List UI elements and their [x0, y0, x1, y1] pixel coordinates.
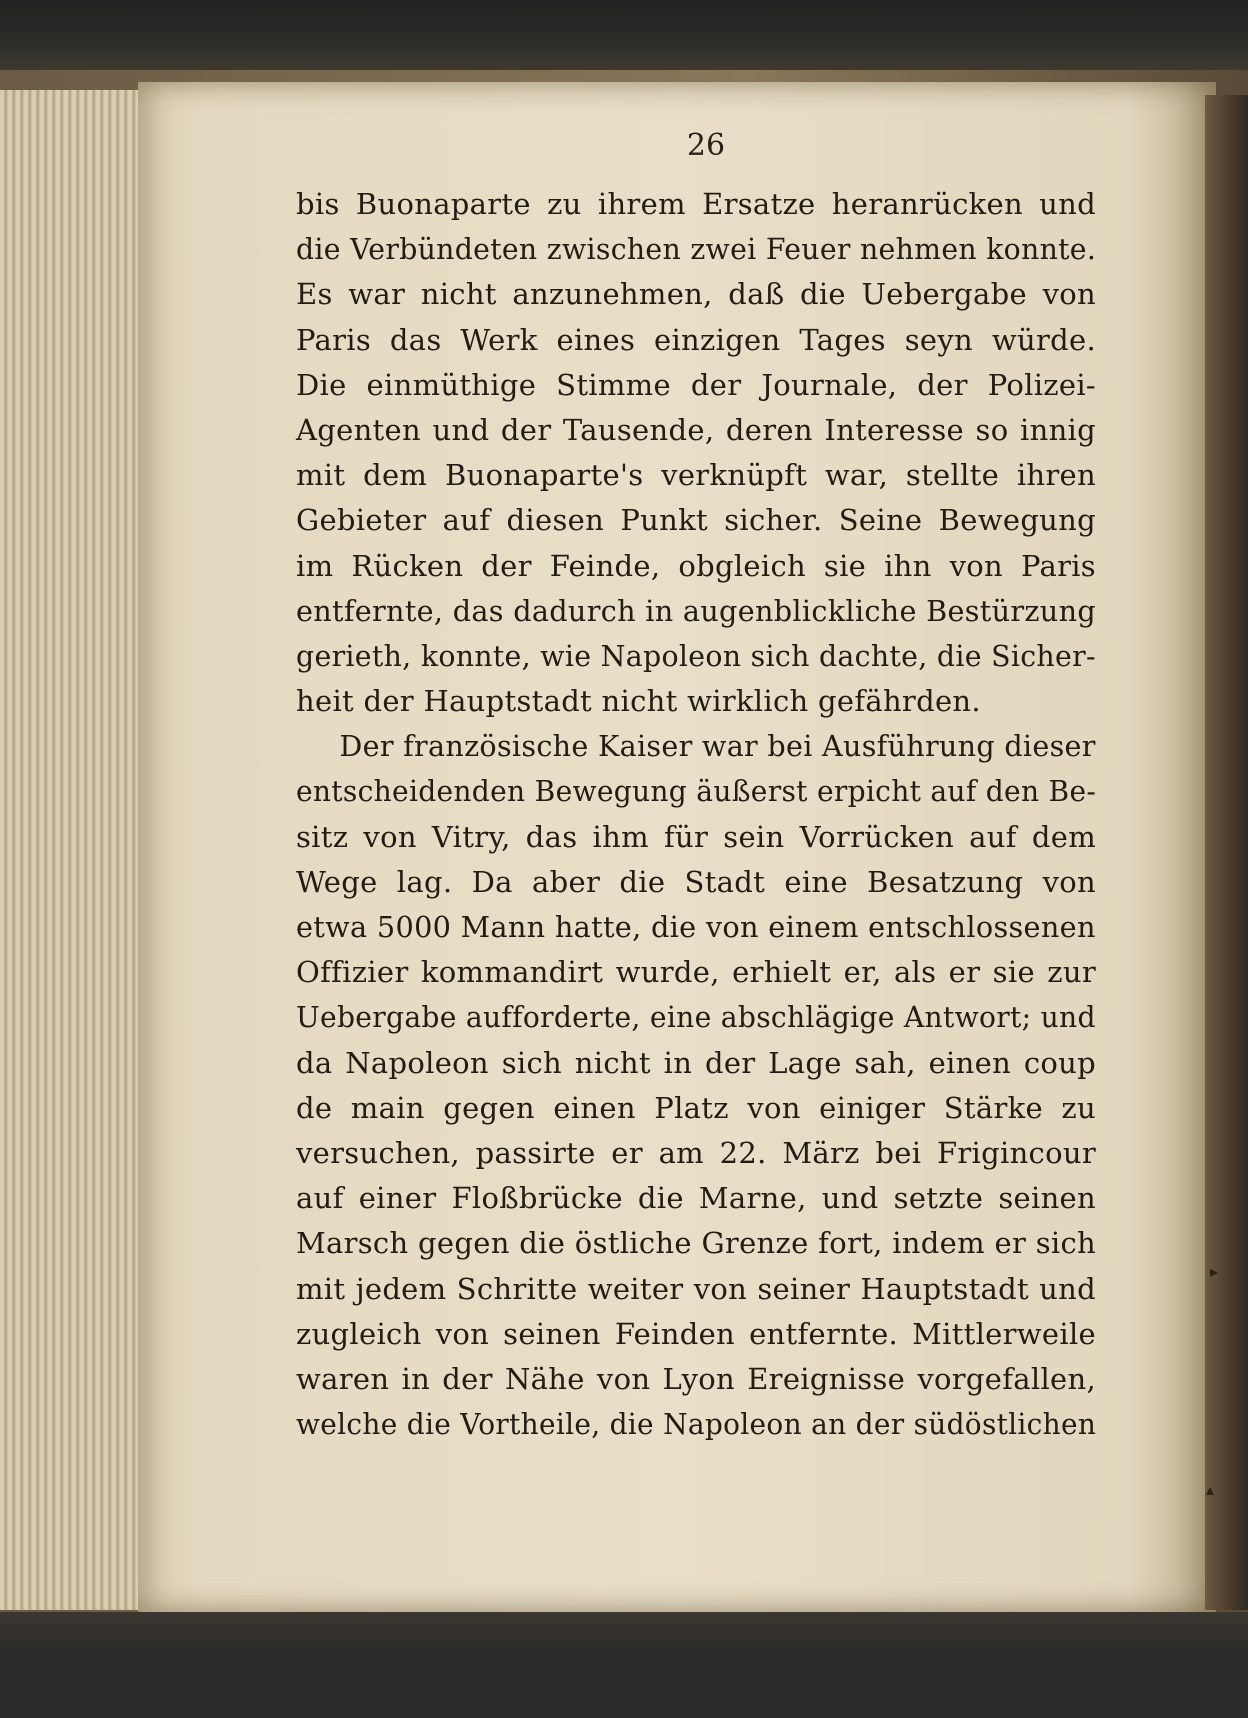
- text-line: versuchen, passirte er am 22. März bei Frigincour: [296, 1135, 1096, 1170]
- text-line: gerieth, konnte, wie Napoleon sich dachte, die Sicher-: [296, 638, 1096, 673]
- text-line: mit jedem Schritte weiter von seiner Hauptstadt und: [296, 1271, 1096, 1306]
- text-line: die Verbündeten zwischen zwei Feuer nehmen konnte.: [296, 232, 1097, 267]
- margin-mark: ▸: [1210, 1262, 1219, 1281]
- text-line: sitz von Vitry, das ihm für sein Vorrücken auf dem: [296, 819, 1096, 854]
- text-line: de main gegen einen Platz von einiger Stärke zu: [296, 1090, 1096, 1125]
- text-line: Die einmüthige Stimme der Journale, der Polizei-: [296, 367, 1096, 402]
- text-line: heit der Hauptstadt nicht wirklich gefährden.: [296, 684, 981, 719]
- text-line: Gebieter auf diesen Punkt sicher. Seine Bewegung: [296, 503, 1096, 538]
- bottom-shadow: [0, 1612, 1248, 1718]
- text-line: Paris das Werk eines einzigen Tages seyn würde.: [296, 322, 1096, 357]
- page-number: 26: [686, 128, 726, 163]
- page-edges-left: [0, 90, 150, 1610]
- text-line: Wege lag. Da aber die Stadt eine Besatzung von: [296, 864, 1096, 899]
- text-line: waren in der Nähe von Lyon Ereignisse vorgefallen,: [296, 1361, 1096, 1396]
- text-line: welche die Vortheile, die Napoleon an der südöstlichen: [296, 1407, 1097, 1442]
- text-line: entfernte, das dadurch in augenblickliche Bestürzung: [296, 593, 1097, 628]
- text-line: etwa 5000 Mann hatte, die von einem entschlossenen: [296, 910, 1096, 944]
- text-line: Uebergabe aufforderte, eine abschlägige Antwort; und: [296, 1000, 1096, 1035]
- text-line: Agenten und der Tausende, deren Interesse so innig: [296, 412, 1096, 447]
- page-text: [296, 182, 1096, 1447]
- text-line: entscheidenden Bewegung äußerst erpicht auf den Be-: [296, 774, 1097, 809]
- text-line: Offizier kommandirt wurde, erhielt er, als er sie zur: [296, 955, 1096, 990]
- text-line: zugleich von seinen Feinden entfernte. Mittlerweile: [296, 1316, 1096, 1351]
- margin-mark: ▴: [1206, 1480, 1215, 1499]
- text-line: mit dem Buonaparte's verknüpft war, stellte ihren: [296, 458, 1096, 493]
- text-line: Es war nicht anzunehmen, daß die Uebergabe von: [296, 277, 1096, 312]
- text-line: bis Buonaparte zu ihrem Ersatze heranrücken und: [296, 187, 1096, 221]
- text-line: auf einer Floßbrücke die Marne, und setzte seinen: [296, 1181, 1096, 1216]
- text-line: Der französische Kaiser war bei Ausführung dieser: [339, 729, 1096, 764]
- text-line: im Rücken der Feinde, obgleich sie ihn von Paris: [296, 548, 1096, 583]
- text-line: Marsch gegen die östliche Grenze fort, indem er sich: [296, 1226, 1096, 1261]
- book-gutter: [1205, 95, 1248, 1610]
- text-line: da Napoleon sich nicht in der Lage sah, einen coup: [296, 1045, 1096, 1080]
